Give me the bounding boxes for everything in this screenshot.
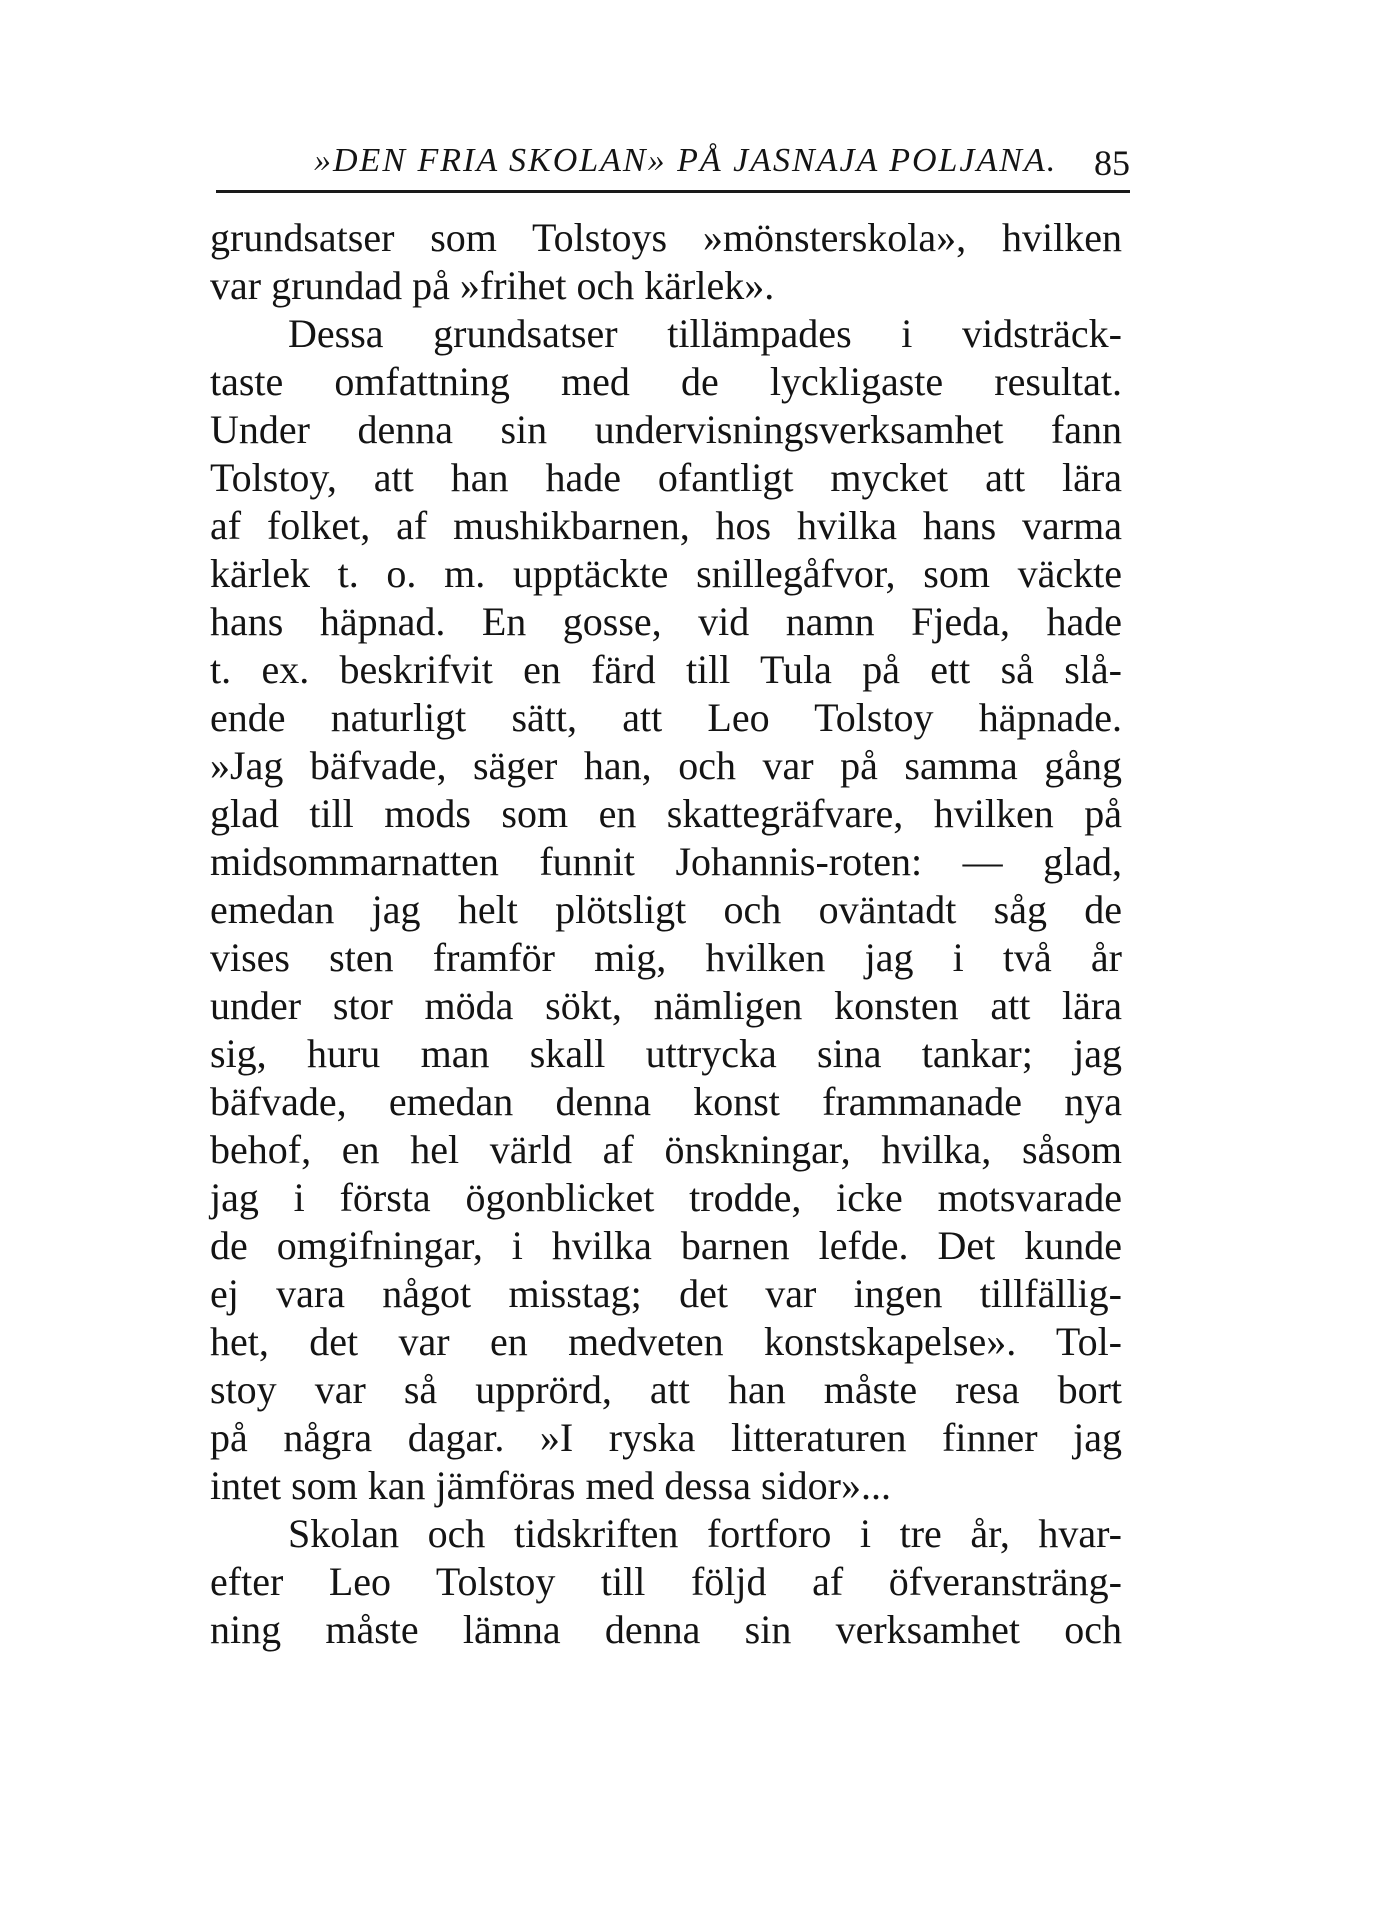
text-line: Under denna sin undervisningsverksamhet fann [210, 407, 1122, 452]
text-line: de omgifningar, i hvilka barnen lefde. Det kunde [210, 1223, 1122, 1268]
text-line: intet som kan jämföras med dessa sidor»... [210, 1463, 891, 1508]
text-line: grundsatser som Tolstoys »mönsterskola», hvilken [210, 215, 1122, 260]
text-line: ej vara något misstag; det var ingen tillfällig- [210, 1271, 1122, 1316]
text-line: midsommarnatten funnit Johannis-roten: — glad, [210, 839, 1122, 884]
header-rule [216, 190, 1130, 193]
text-line: efter Leo Tolstoy till följd af öfveransträng- [210, 1559, 1122, 1604]
text-line: kärlek t. o. m. upptäckte snillegåfvor, som väckte [210, 551, 1122, 596]
text-line: ning måste lämna denna sin verksamhet och [210, 1607, 1122, 1652]
text-line: glad till mods som en skattegräfvare, hvilken på [210, 791, 1122, 836]
text-line: Tolstoy, att han hade ofantligt mycket att lära [210, 455, 1122, 500]
text-line: »Jag bäfvade, säger han, och var på samma gång [210, 743, 1122, 788]
text-line: taste omfattning med de lyckligaste resultat. [210, 359, 1122, 404]
text-line: Dessa grundsatser tillämpades i vidsträck- [288, 311, 1122, 356]
text-line: hans häpnad. En gosse, vid namn Fjeda, hade [210, 599, 1122, 644]
text-line: ende naturligt sätt, att Leo Tolstoy häpnade. [210, 695, 1122, 740]
text-line: behof, en hel värld af önskningar, hvilka, såsom [210, 1127, 1122, 1172]
text-line: Skolan och tidskriften fortforo i tre år, hvar- [288, 1511, 1122, 1556]
page-header [216, 142, 1130, 192]
text-line: på några dagar. »I ryska litteraturen finner jag [210, 1415, 1122, 1460]
text-line: under stor möda sökt, nämligen konsten att lära [210, 983, 1122, 1028]
running-title: »DEN FRIA SKOLAN» PÅ JASNAJA POLJANA. [314, 142, 1058, 179]
body-text [210, 214, 1122, 1654]
text-line: emedan jag helt plötsligt och oväntadt såg de [210, 887, 1122, 932]
text-line: t. ex. beskrifvit en färd till Tula på ett så slå- [210, 647, 1122, 692]
text-line: af folket, af mushikbarnen, hos hvilka hans varma [210, 503, 1122, 548]
text-line: jag i första ögonblicket trodde, icke motsvarade [210, 1175, 1122, 1220]
text-line: bäfvade, emedan denna konst frammanade nya [210, 1079, 1122, 1124]
text-line: sig, huru man skall uttrycka sina tankar; jag [210, 1031, 1122, 1076]
text-line: het, det var en medveten konstskapelse». Tol- [210, 1319, 1122, 1364]
text-line: vises sten framför mig, hvilken jag i två år [210, 935, 1122, 980]
text-line: var grundad på »frihet och kärlek». [210, 263, 775, 308]
page-number: 85 [1094, 143, 1130, 183]
text-line: stoy var så upprörd, att han måste resa bort [210, 1367, 1122, 1412]
